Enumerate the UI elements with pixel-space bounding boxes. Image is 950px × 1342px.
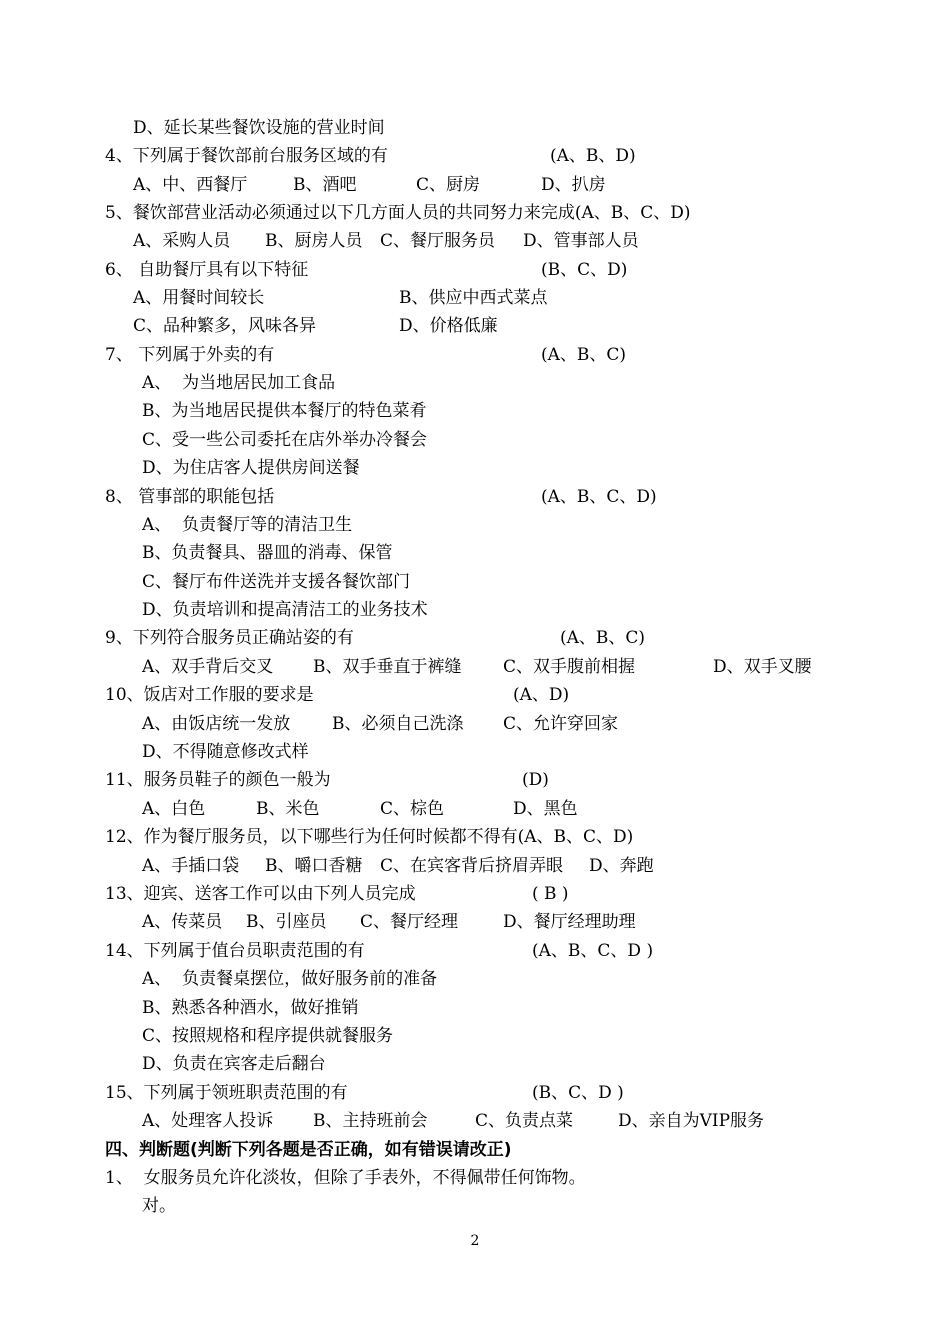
option: B、熟悉各种酒水，做好推销: [142, 998, 359, 1018]
question-5: 5、餐饮部营业活动必须通过以下几方面人员的共同努力来完成(A、B、C、D): [105, 203, 691, 223]
option: D、黑色: [513, 799, 578, 819]
page-number: 2: [470, 1233, 480, 1249]
option: D、亲自为VIP服务: [618, 1111, 765, 1131]
option: A、 负责餐桌摆位，做好服务前的准备: [142, 969, 438, 989]
answer-11: (D): [522, 770, 549, 790]
option: C、在宾客背后挤眉弄眼: [380, 856, 564, 876]
option: A、传菜员: [142, 912, 223, 932]
question-13: 13、迎宾、送客工作可以由下列人员完成: [105, 884, 416, 904]
option: D、管事部人员: [523, 231, 639, 251]
option: A、用餐时间较长: [133, 288, 265, 308]
option: D、负责培训和提高清洁工的业务技术: [142, 600, 428, 620]
judgment-1-answer: 对。: [142, 1196, 176, 1216]
answer-9: (A、B、C): [560, 628, 646, 648]
option: B、为当地居民提供本餐厅的特色菜肴: [142, 401, 427, 421]
answer-10: (A、D): [513, 685, 570, 705]
option: D、不得随意修改式样: [142, 742, 309, 762]
answer-7: (A、B、C): [541, 345, 627, 365]
answer-13: ( B ): [532, 884, 569, 904]
option: D、为住店客人提供房间送餐: [142, 458, 360, 478]
question-10: 10、饭店对工作服的要求是: [105, 685, 314, 705]
option: B、主持班前会: [313, 1111, 428, 1131]
option: A、 为当地居民加工食品: [142, 373, 336, 393]
option: C、餐厅经理: [360, 912, 459, 932]
option: B、负责餐具、器皿的消毒、保管: [142, 543, 393, 563]
option: B、引座员: [246, 912, 327, 932]
question-9: 9、下列符合服务员正确站姿的有: [105, 628, 354, 648]
option: B、双手垂直于裤缝: [313, 657, 462, 677]
question-14: 14、下列属于值台员职责范围的有: [105, 941, 365, 961]
text-line: D、延长某些餐饮设施的营业时间: [133, 118, 385, 138]
option: C、厨房: [416, 175, 481, 195]
option: C、棕色: [380, 799, 445, 819]
option: A、采购人员: [133, 231, 231, 251]
option: C、品种繁多，风味各异: [133, 316, 317, 336]
question-11: 11、服务员鞋子的颜色一般为: [105, 770, 331, 790]
question-4: 4、下列属于餐饮部前台服务区域的有: [105, 146, 388, 166]
option: B、必须自己洗涤: [332, 714, 464, 734]
answer-6: (B、C、D): [541, 260, 628, 280]
option: A、白色: [142, 799, 206, 819]
option: A、中、西餐厅: [133, 175, 248, 195]
answer-15: (B、C、D ): [532, 1083, 624, 1103]
option: C、餐厅服务员: [380, 231, 496, 251]
option: D、价格低廉: [399, 316, 498, 336]
option: B、厨房人员: [265, 231, 363, 251]
answer-8: (A、B、C、D): [541, 487, 657, 507]
option: C、允许穿回家: [503, 714, 619, 734]
option: C、双手腹前相握: [503, 657, 636, 677]
judgment-1: 1、 女服务员允许化淡妆，但除了手表外，不得佩带任何饰物。: [105, 1168, 586, 1188]
option: D、负责在宾客走后翻台: [142, 1054, 326, 1074]
option: A、手插口袋: [142, 856, 240, 876]
question-7: 7、 下列属于外卖的有: [105, 345, 275, 365]
question-12: 12、作为餐厅服务员，以下哪些行为任何时候都不得有(A、B、C、D): [105, 827, 634, 847]
question-15: 15、下列属于领班职责范围的有: [105, 1083, 348, 1103]
option: A、 负责餐厅等的清洁卫生: [142, 515, 353, 535]
option: C、按照规格和程序提供就餐服务: [142, 1026, 394, 1046]
answer-14: (A、B、C、D ): [532, 941, 654, 961]
option: B、酒吧: [293, 175, 357, 195]
option: C、负责点菜: [475, 1111, 574, 1131]
option: B、嚼口香糖: [265, 856, 363, 876]
option: D、双手叉腰: [713, 657, 812, 677]
question-6: 6、 自助餐厅具有以下特征: [105, 260, 309, 280]
question-8: 8、 管事部的职能包括: [105, 487, 275, 507]
option: D、奔跑: [589, 856, 654, 876]
option: B、米色: [256, 799, 320, 819]
option: D、餐厅经理助理: [503, 912, 636, 932]
option: A、处理客人投诉: [142, 1111, 274, 1131]
option: B、供应中西式菜点: [399, 288, 548, 308]
option: A、由饭店统一发放: [142, 714, 291, 734]
answer-4: (A、B、D): [550, 146, 636, 166]
section-heading: 四、判断题(判断下列各题是否正确，如有错误请改正): [105, 1140, 512, 1160]
option: C、受一些公司委托在店外举办冷餐会: [142, 430, 428, 450]
option: A、双手背后交叉: [142, 657, 274, 677]
option: C、餐厅布件送洗并支援各餐饮部门: [142, 572, 411, 592]
option: D、扒房: [541, 175, 606, 195]
